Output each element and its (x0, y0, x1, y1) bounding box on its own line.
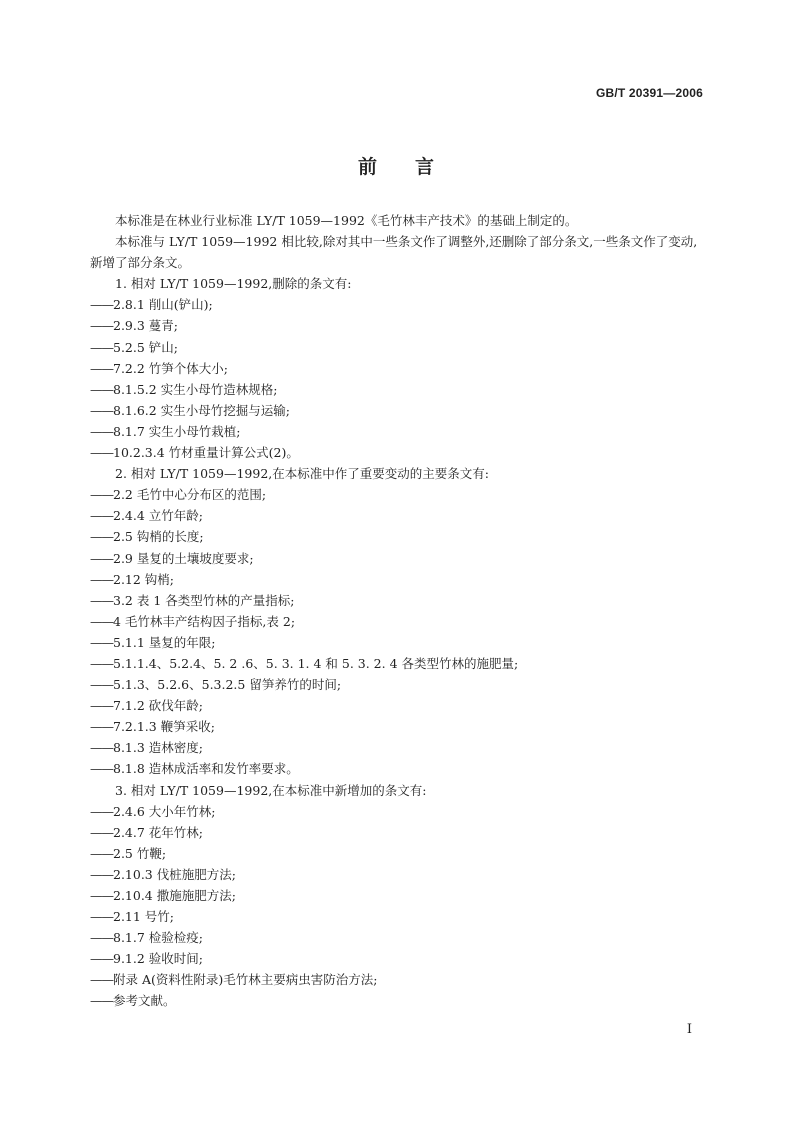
list-item-text: 8.1.7 实生小母竹栽植; (113, 423, 241, 439)
list-item-text: 2.2 毛竹中心分布区的范围; (113, 487, 267, 503)
em-dash-marker: —— (90, 339, 113, 355)
list-item (90, 864, 704, 885)
list-item (90, 716, 704, 737)
list-item-text: 8.1.6.2 实生小母竹挖掘与运输; (113, 402, 290, 418)
em-dash-marker: —— (90, 297, 113, 313)
list-item (90, 674, 704, 695)
em-dash-marker: —— (90, 423, 113, 439)
em-dash-marker: —— (90, 381, 113, 397)
list-item-text: 7.2.1.3 鞭笋采收; (113, 719, 215, 735)
intro-paragraph-2: 本标准与 LY/T 1059—1992 相比较,除对其中一些条文作了调整外,还删除了部分条文,一些条文作了变动,新增了部分条文。 (90, 234, 698, 271)
list-item-text: 4 毛竹林丰产结构因子指标,表 2; (113, 613, 296, 629)
em-dash-marker: —— (90, 888, 113, 903)
list-item-text: 8.1.5.2 实生小母竹造林规格; (113, 381, 278, 397)
em-dash-marker: —— (90, 634, 113, 650)
em-dash-marker: —— (90, 972, 113, 988)
section-2-heading: 2. 相对 LY/T 1059—1992,在本标准中作了重要变动的主要条文有: (115, 466, 489, 482)
em-dash-marker: —— (90, 402, 113, 418)
list-item (90, 484, 704, 505)
intro-paragraph-1: 本标准是在林业行业标准 LY/T 1059—1992《毛竹林丰产技术》的基础上制定的。 (115, 213, 578, 228)
list-item (90, 885, 704, 906)
list-item (90, 906, 704, 927)
list-item-text: 参考文献。 (113, 993, 176, 1009)
list-item (90, 758, 704, 779)
em-dash-marker: —— (90, 508, 113, 524)
section-3-heading: 3. 相对 LY/T 1059—1992,在本标准中新增加的条文有: (115, 782, 427, 798)
list-item-text: 2.11 号竹; (113, 909, 175, 925)
em-dash-marker: —— (90, 360, 113, 376)
em-dash-marker: —— (90, 445, 113, 461)
list-item-text: 7.2.2 竹笋个体大小; (113, 360, 228, 376)
list-item (90, 379, 704, 400)
list-item (90, 421, 704, 442)
em-dash-marker: —— (90, 803, 113, 819)
em-dash-marker: —— (90, 698, 113, 714)
list-item (90, 505, 704, 526)
list-item (90, 969, 704, 990)
list-item-text: 2.12 钩梢; (113, 571, 175, 587)
em-dash-marker: —— (90, 824, 113, 840)
list-item-text: 10.2.3.4 竹材重量计算公式(2)。 (113, 445, 299, 461)
em-dash-marker: —— (90, 613, 113, 629)
em-dash-marker: —— (90, 719, 113, 735)
list-item (90, 442, 704, 463)
em-dash-marker: —— (90, 571, 113, 587)
em-dash-marker: —— (90, 993, 113, 1009)
list-item-text: 7.1.2 砍伐年龄; (113, 698, 203, 714)
list-item-text: 8.1.3 造林密度; (113, 740, 203, 756)
list-item (90, 548, 704, 569)
list-item-text: 附录 A(资料性附录)毛竹林主要病虫害防治方法; (113, 972, 378, 988)
list-item (90, 358, 704, 379)
list-item (90, 400, 704, 421)
list-item (90, 990, 704, 1011)
em-dash-marker: —— (90, 740, 113, 756)
em-dash-marker: —— (90, 655, 113, 671)
em-dash-marker: —— (90, 550, 113, 566)
list-item-text: 2.4.6 大小年竹林; (113, 803, 216, 819)
em-dash-marker: —— (90, 592, 113, 608)
list-item-text: 9.1.2 验收时间; (113, 951, 203, 967)
em-dash-marker: —— (90, 677, 113, 693)
page-number: I (686, 1022, 692, 1037)
list-item (90, 822, 704, 843)
section-1-heading: 1. 相对 LY/T 1059—1992,删除的条文有: (115, 276, 352, 292)
list-item (90, 948, 704, 969)
list-item (90, 526, 704, 547)
list-item-text: 5.1.3、5.2.6、5.3.2.5 留笋养竹的时间; (113, 677, 342, 693)
list-item (90, 337, 704, 358)
list-item (90, 632, 704, 653)
list-item-text: 3.2 表 1 各类型竹林的产量指标; (113, 592, 295, 608)
list-item-text: 2.10.4 撒施施肥方法; (113, 888, 236, 903)
list-item (90, 927, 704, 948)
section-3-list (90, 801, 704, 1012)
list-item (90, 695, 704, 716)
list-item-text: 2.8.1 削山(铲山); (113, 297, 213, 313)
list-item-text: 5.2.5 铲山; (113, 339, 178, 355)
em-dash-marker: —— (90, 487, 113, 503)
em-dash-marker: —— (90, 318, 113, 334)
list-item (90, 611, 704, 632)
list-item (90, 843, 704, 864)
list-item (90, 569, 704, 590)
list-item (90, 737, 704, 758)
list-item-text: 2.10.3 伐桩施肥方法; (113, 866, 236, 882)
list-item-text: 2.5 竹鞭; (113, 845, 167, 861)
em-dash-marker: —— (90, 529, 113, 545)
list-item-text: 2.9.3 蔓青; (113, 318, 178, 334)
page-title (0, 152, 794, 179)
list-item-text: 8.1.8 造林成活率和发竹率要求。 (113, 761, 299, 777)
list-item (90, 315, 704, 336)
em-dash-marker: —— (90, 930, 113, 946)
em-dash-marker: —— (90, 866, 113, 882)
title-char-2: 言 (415, 156, 437, 178)
em-dash-marker: —— (90, 845, 113, 861)
em-dash-marker: —— (90, 909, 113, 925)
em-dash-marker: —— (90, 761, 113, 777)
list-item-text: 2.5 钩梢的长度; (113, 529, 204, 545)
list-item (90, 653, 704, 674)
em-dash-marker: —— (90, 951, 113, 967)
list-item-text: 2.4.7 花年竹林; (113, 824, 203, 840)
title-char-1: 前 (357, 156, 379, 178)
list-item (90, 590, 704, 611)
section-2-list (90, 484, 704, 779)
standard-code: GB/T 20391—2006 (595, 86, 703, 100)
list-item (90, 801, 704, 822)
list-item-text: 2.4.4 立竹年龄; (113, 508, 203, 524)
list-item-text: 5.1.1.4、5.2.4、5. 2 .6、5. 3. 1. 4 和 5. 3. 2. 4 各类型竹林的施肥量; (113, 655, 519, 671)
list-item-text: 2.9 垦复的土壤坡度要求; (113, 550, 254, 566)
list-item-text: 8.1.7 检验检疫; (113, 930, 203, 946)
section-1-list (90, 294, 704, 463)
list-item (90, 294, 704, 315)
foreword-body (90, 210, 704, 1012)
list-item-text: 5.1.1 垦复的年限; (113, 634, 216, 650)
